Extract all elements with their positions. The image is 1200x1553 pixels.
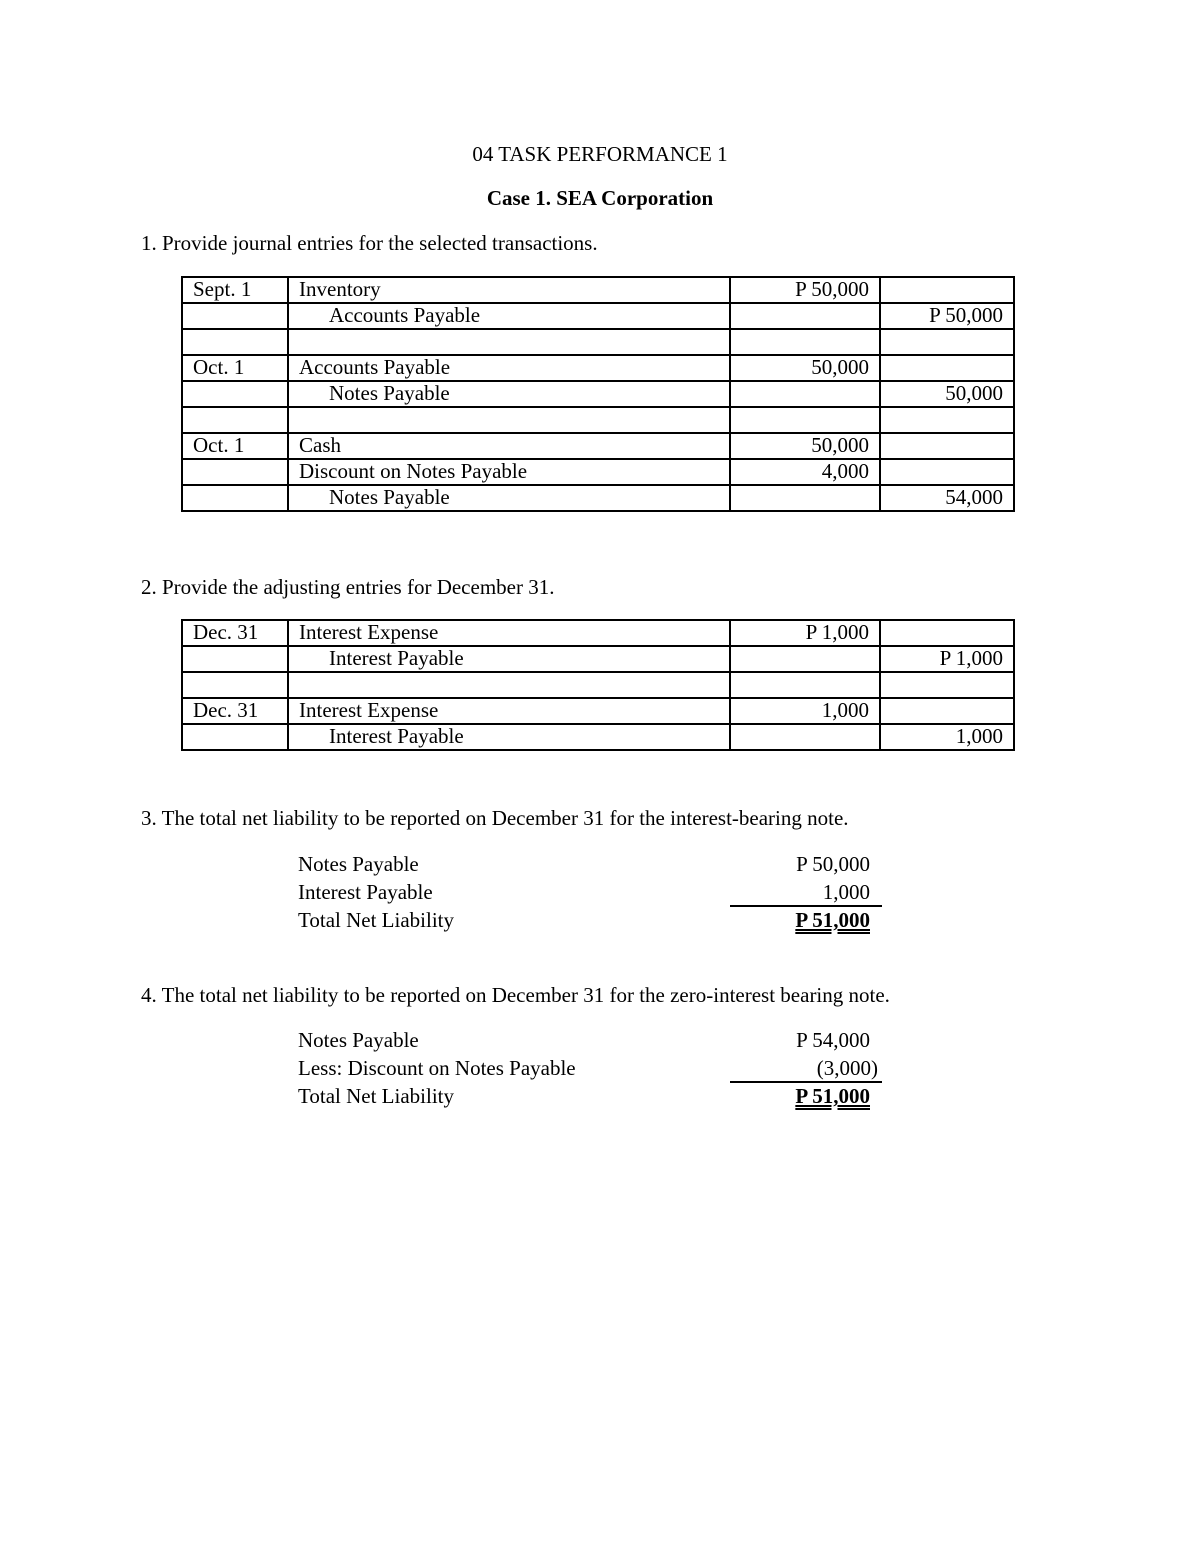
summary-label: Notes Payable (298, 1028, 419, 1052)
credit-amount (880, 620, 1014, 646)
account-credit: Interest Payable (288, 646, 730, 672)
account-credit: Notes Payable (288, 485, 730, 511)
table-row (182, 459, 1014, 485)
question-2: 2. Provide the adjusting entries for December 31. (141, 575, 555, 599)
table-row (182, 303, 1014, 329)
total-label: Total Net Liability (298, 1084, 454, 1108)
entry-date (182, 646, 288, 672)
account-debit: Accounts Payable (288, 355, 730, 381)
debit-amount (730, 724, 880, 750)
table-row-blank (182, 672, 1014, 698)
account-blank (288, 672, 730, 698)
debit-amount: 50,000 (730, 355, 880, 381)
account-credit: Accounts Payable (288, 303, 730, 329)
table-row (182, 485, 1014, 511)
account-credit: Notes Payable (288, 381, 730, 407)
credit-amount (880, 329, 1014, 355)
credit-amount: P 50,000 (880, 303, 1014, 329)
debit-amount (730, 407, 880, 433)
page-title: 04 TASK PERFORMANCE 1 (472, 142, 728, 166)
debit-amount (730, 485, 880, 511)
summary-amount: P 54,000 (796, 1028, 870, 1052)
summary-label: Notes Payable (298, 852, 419, 876)
summary-label: Interest Payable (298, 880, 433, 904)
account-credit: Interest Payable (288, 724, 730, 750)
debit-amount (730, 303, 880, 329)
total-amount: P 51,000 (795, 908, 870, 932)
credit-amount (880, 459, 1014, 485)
credit-amount (880, 672, 1014, 698)
zero-interest-liability-summary (298, 1028, 882, 1112)
question-1: 1. Provide journal entries for the selected transactions. (141, 231, 598, 255)
entry-date (182, 724, 288, 750)
entry-date (182, 381, 288, 407)
table-row (182, 355, 1014, 381)
table-row (182, 381, 1014, 407)
credit-amount: P 1,000 (880, 646, 1014, 672)
entry-date (182, 329, 288, 355)
summary-line (298, 1028, 882, 1056)
summary-total-line (298, 908, 882, 936)
table-row (182, 433, 1014, 459)
table-row-blank (182, 407, 1014, 433)
summary-line (298, 852, 882, 880)
account-debit: Cash (288, 433, 730, 459)
entry-date: Oct. 1 (182, 355, 288, 381)
table-row (182, 277, 1014, 303)
table-row-blank (182, 329, 1014, 355)
account-blank (288, 329, 730, 355)
credit-amount (880, 355, 1014, 381)
total-amount: P 51,000 (795, 1084, 870, 1108)
entry-date: Dec. 31 (182, 620, 288, 646)
summary-line (298, 880, 882, 908)
summary-total-line (298, 1084, 882, 1112)
credit-amount (880, 277, 1014, 303)
summary-amount: 1,000 (822, 880, 870, 904)
debit-amount: P 1,000 (730, 620, 880, 646)
credit-amount (880, 433, 1014, 459)
table-row (182, 698, 1014, 724)
debit-amount (730, 381, 880, 407)
journal-entries-table (181, 276, 1015, 512)
entry-date (182, 672, 288, 698)
account-blank (288, 407, 730, 433)
subtotal-rule (730, 905, 882, 907)
table-row (182, 724, 1014, 750)
account-debit: Inventory (288, 277, 730, 303)
table-row (182, 646, 1014, 672)
subtotal-rule (730, 1081, 882, 1083)
debit-amount: 50,000 (730, 433, 880, 459)
question-4: 4. The total net liability to be reported on December 31 for the zero-interest bearing note. (141, 983, 890, 1007)
summary-label: Less: Discount on Notes Payable (298, 1056, 576, 1080)
entry-date (182, 485, 288, 511)
entry-date (182, 407, 288, 433)
case-title: Case 1. SEA Corporation (486, 186, 714, 210)
total-label: Total Net Liability (298, 908, 454, 932)
credit-amount (880, 407, 1014, 433)
table-row (182, 620, 1014, 646)
summary-amount: P 50,000 (796, 852, 870, 876)
account-debit: Interest Expense (288, 620, 730, 646)
account-debit: Discount on Notes Payable (288, 459, 730, 485)
credit-amount (880, 698, 1014, 724)
credit-amount: 50,000 (880, 381, 1014, 407)
entry-date: Oct. 1 (182, 433, 288, 459)
entry-date (182, 303, 288, 329)
debit-amount: 1,000 (730, 698, 880, 724)
entry-date: Sept. 1 (182, 277, 288, 303)
debit-amount (730, 329, 880, 355)
entry-date: Dec. 31 (182, 698, 288, 724)
debit-amount (730, 646, 880, 672)
account-debit: Interest Expense (288, 698, 730, 724)
debit-amount (730, 672, 880, 698)
debit-amount: P 50,000 (730, 277, 880, 303)
adjusting-entries-table (181, 619, 1015, 751)
interest-bearing-liability-summary (298, 852, 882, 936)
debit-amount: 4,000 (730, 459, 880, 485)
question-3: 3. The total net liability to be reported on December 31 for the interest-bearing note. (141, 806, 849, 830)
summary-amount: (3,000) (816, 1056, 878, 1080)
credit-amount: 1,000 (880, 724, 1014, 750)
summary-line (298, 1056, 882, 1084)
entry-date (182, 459, 288, 485)
credit-amount: 54,000 (880, 485, 1014, 511)
